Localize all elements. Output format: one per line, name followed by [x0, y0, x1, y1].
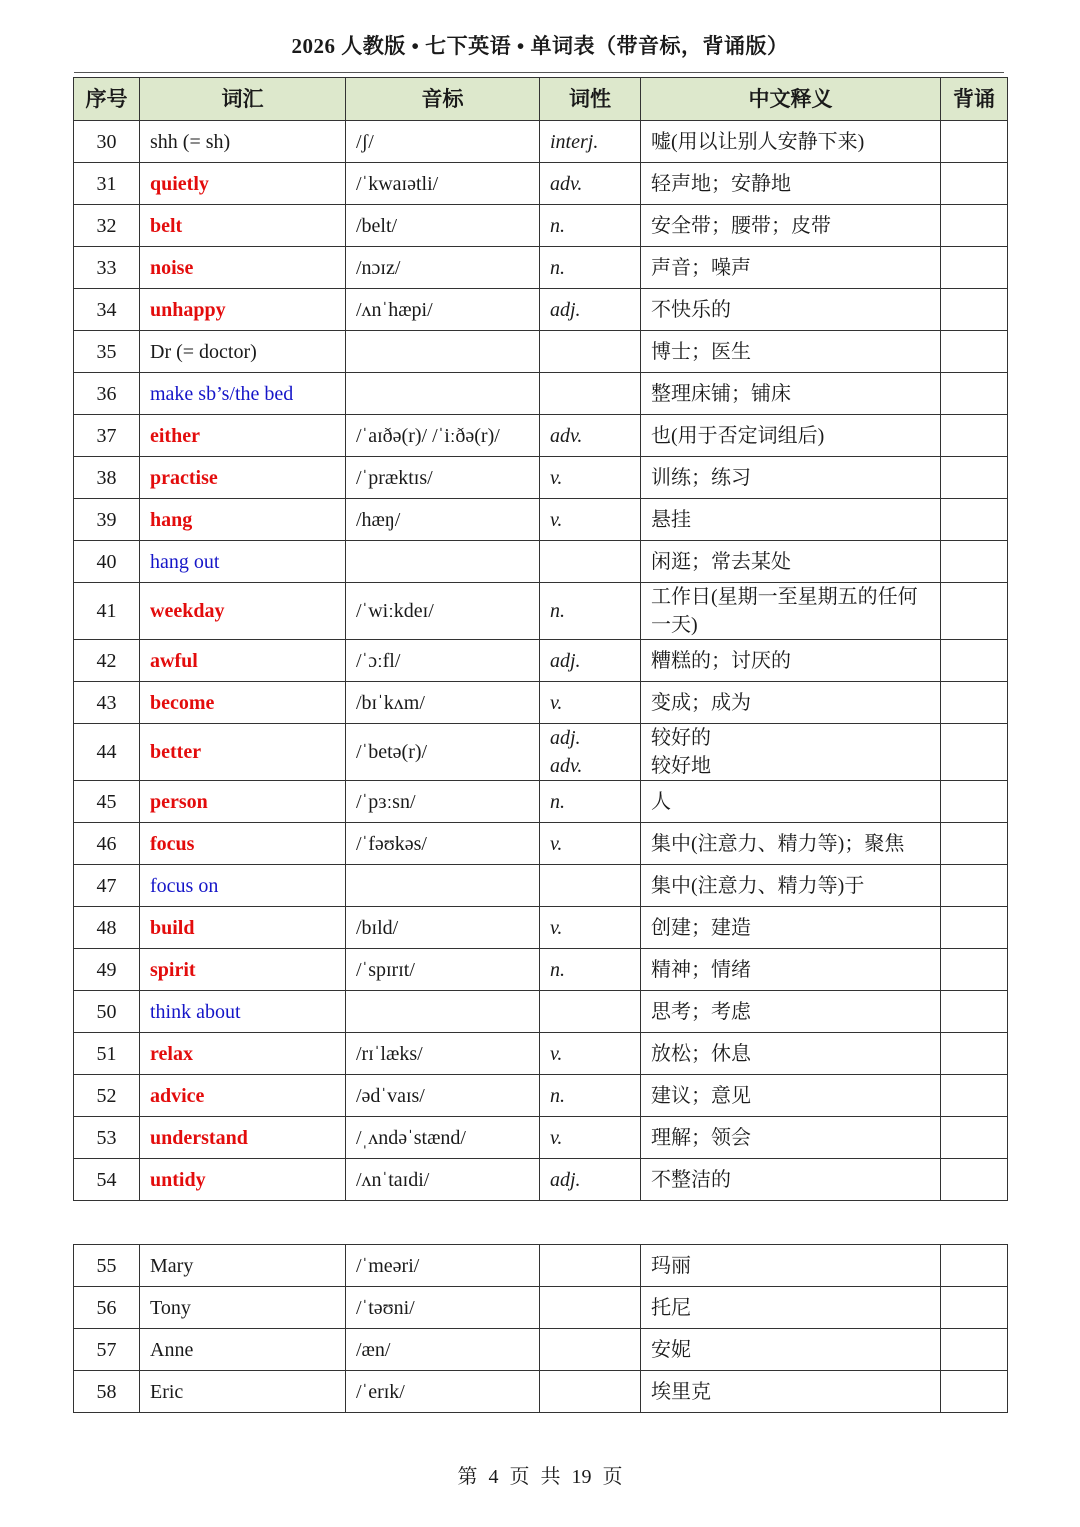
row-recite-cell	[941, 865, 1008, 907]
table-row	[74, 949, 1008, 991]
table-row	[74, 781, 1008, 823]
row-part-of-speech	[540, 373, 641, 415]
table-row	[74, 682, 1008, 724]
row-phonetic: /ˈbetə(r)/	[346, 724, 540, 781]
row-recite-cell	[941, 991, 1008, 1033]
row-number: 30	[74, 121, 140, 163]
row-number: 46	[74, 823, 140, 865]
row-part-of-speech	[540, 865, 641, 907]
row-meaning: 思考；考虑	[641, 991, 941, 1033]
row-number: 48	[74, 907, 140, 949]
table-row	[74, 457, 1008, 499]
table-row	[74, 991, 1008, 1033]
row-word: noise	[140, 247, 346, 289]
table-row	[74, 1287, 1008, 1329]
row-phonetic: /ˈspɪrɪt/	[346, 949, 540, 991]
row-recite-cell	[941, 907, 1008, 949]
row-recite-cell	[941, 1287, 1008, 1329]
row-part-of-speech: n.	[540, 583, 641, 640]
row-phonetic: /bɪld/	[346, 907, 540, 949]
row-meaning: 安妮	[641, 1329, 941, 1371]
row-recite-cell	[941, 205, 1008, 247]
table-row	[74, 373, 1008, 415]
row-recite-cell	[941, 289, 1008, 331]
row-number: 58	[74, 1371, 140, 1413]
row-number: 31	[74, 163, 140, 205]
table-row	[74, 163, 1008, 205]
row-part-of-speech: v.	[540, 907, 641, 949]
row-word: untidy	[140, 1159, 346, 1201]
row-word: quietly	[140, 163, 346, 205]
names-table	[73, 1244, 1008, 1413]
row-recite-cell	[941, 331, 1008, 373]
row-number: 39	[74, 499, 140, 541]
header-word: 词汇	[140, 78, 346, 121]
row-word: focus on	[140, 865, 346, 907]
row-word: person	[140, 781, 346, 823]
row-recite-cell	[941, 1117, 1008, 1159]
header-number: 序号	[74, 78, 140, 121]
row-part-of-speech: adj.	[540, 289, 641, 331]
row-word: Tony	[140, 1287, 346, 1329]
row-phonetic: /belt/	[346, 205, 540, 247]
row-meaning: 较好的 较好地	[641, 724, 941, 781]
row-word: advice	[140, 1075, 346, 1117]
row-word: belt	[140, 205, 346, 247]
row-phonetic: /æn/	[346, 1329, 540, 1371]
row-phonetic	[346, 331, 540, 373]
row-meaning: 安全带；腰带；皮带	[641, 205, 941, 247]
row-part-of-speech	[540, 1371, 641, 1413]
row-number: 43	[74, 682, 140, 724]
vocabulary-table	[73, 77, 1008, 1201]
row-number: 44	[74, 724, 140, 781]
row-meaning: 埃里克	[641, 1371, 941, 1413]
row-phonetic: /ʌnˈhæpi/	[346, 289, 540, 331]
row-meaning: 闲逛；常去某处	[641, 541, 941, 583]
row-word: awful	[140, 640, 346, 682]
row-word: relax	[140, 1033, 346, 1075]
row-number: 33	[74, 247, 140, 289]
row-recite-cell	[941, 457, 1008, 499]
row-word: spirit	[140, 949, 346, 991]
row-part-of-speech: n.	[540, 247, 641, 289]
table-row	[74, 583, 1008, 640]
row-phonetic: /ˈwiːkdeɪ/	[346, 583, 540, 640]
row-word: Eric	[140, 1371, 346, 1413]
row-word: focus	[140, 823, 346, 865]
row-meaning: 嘘(用以让别人安静下来)	[641, 121, 941, 163]
row-phonetic: /ˈpræktɪs/	[346, 457, 540, 499]
row-recite-cell	[941, 373, 1008, 415]
row-meaning: 人	[641, 781, 941, 823]
row-meaning: 创建；建造	[641, 907, 941, 949]
row-word: become	[140, 682, 346, 724]
header-recite: 背诵	[941, 78, 1008, 121]
table-row	[74, 865, 1008, 907]
row-number: 47	[74, 865, 140, 907]
row-word: unhappy	[140, 289, 346, 331]
table-row	[74, 1371, 1008, 1413]
row-number: 52	[74, 1075, 140, 1117]
row-recite-cell	[941, 724, 1008, 781]
row-number: 41	[74, 583, 140, 640]
row-part-of-speech: n.	[540, 205, 641, 247]
row-meaning: 悬挂	[641, 499, 941, 541]
row-part-of-speech: v.	[540, 682, 641, 724]
table-row	[74, 247, 1008, 289]
row-part-of-speech	[540, 1245, 641, 1287]
header-phonetic: 音标	[346, 78, 540, 121]
row-recite-cell	[941, 499, 1008, 541]
row-phonetic: /ˈaɪðə(r)/ /ˈiːðə(r)/	[346, 415, 540, 457]
row-part-of-speech: v.	[540, 1033, 641, 1075]
table-row	[74, 541, 1008, 583]
row-phonetic: /ˈkwaɪətli/	[346, 163, 540, 205]
row-recite-cell	[941, 121, 1008, 163]
row-word: understand	[140, 1117, 346, 1159]
row-phonetic: /ˈɔːfl/	[346, 640, 540, 682]
row-phonetic: /ˌʌndəˈstænd/	[346, 1117, 540, 1159]
row-word: hang	[140, 499, 346, 541]
row-number: 57	[74, 1329, 140, 1371]
row-part-of-speech: adv.	[540, 415, 641, 457]
row-meaning: 变成；成为	[641, 682, 941, 724]
row-part-of-speech: v.	[540, 457, 641, 499]
row-word: either	[140, 415, 346, 457]
row-meaning: 精神；情绪	[641, 949, 941, 991]
row-recite-cell	[941, 823, 1008, 865]
vocabulary-table-body	[74, 121, 1008, 1201]
row-phonetic: /ˈtəʊni/	[346, 1287, 540, 1329]
row-recite-cell	[941, 781, 1008, 823]
table-row	[74, 415, 1008, 457]
row-word: Dr (= doctor)	[140, 331, 346, 373]
table-row	[74, 1329, 1008, 1371]
row-phonetic: /hæŋ/	[346, 499, 540, 541]
row-word: weekday	[140, 583, 346, 640]
table-row	[74, 907, 1008, 949]
row-meaning: 理解；领会	[641, 1117, 941, 1159]
table-row	[74, 1159, 1008, 1201]
table-row	[74, 823, 1008, 865]
row-phonetic	[346, 865, 540, 907]
row-meaning: 声音；噪声	[641, 247, 941, 289]
row-number: 37	[74, 415, 140, 457]
row-part-of-speech	[540, 991, 641, 1033]
row-word: Mary	[140, 1245, 346, 1287]
table-row	[74, 640, 1008, 682]
row-recite-cell	[941, 163, 1008, 205]
table-row	[74, 724, 1008, 781]
row-phonetic: /nɔɪz/	[346, 247, 540, 289]
row-phonetic: /ˈfəʊkəs/	[346, 823, 540, 865]
row-recite-cell	[941, 1075, 1008, 1117]
table-row	[74, 499, 1008, 541]
row-meaning: 不快乐的	[641, 289, 941, 331]
table-row	[74, 205, 1008, 247]
row-word: better	[140, 724, 346, 781]
row-part-of-speech: adj.	[540, 1159, 641, 1201]
row-number: 54	[74, 1159, 140, 1201]
row-number: 55	[74, 1245, 140, 1287]
row-number: 45	[74, 781, 140, 823]
row-meaning: 托尼	[641, 1287, 941, 1329]
row-meaning: 集中(注意力、精力等)；聚焦	[641, 823, 941, 865]
row-number: 51	[74, 1033, 140, 1075]
row-phonetic: /ədˈvaɪs/	[346, 1075, 540, 1117]
header-part-of-speech: 词性	[540, 78, 641, 121]
row-meaning: 训练；练习	[641, 457, 941, 499]
row-meaning: 不整洁的	[641, 1159, 941, 1201]
row-recite-cell	[941, 247, 1008, 289]
row-number: 53	[74, 1117, 140, 1159]
row-meaning: 建议；意见	[641, 1075, 941, 1117]
row-meaning: 博士；医生	[641, 331, 941, 373]
row-number: 34	[74, 289, 140, 331]
row-word: think about	[140, 991, 346, 1033]
row-meaning: 工作日(星期一至星期五的任何一天)	[641, 583, 941, 640]
row-recite-cell	[941, 640, 1008, 682]
row-part-of-speech: v.	[540, 499, 641, 541]
table-row	[74, 1033, 1008, 1075]
table-row	[74, 1075, 1008, 1117]
row-meaning: 轻声地；安静地	[641, 163, 941, 205]
row-part-of-speech: v.	[540, 823, 641, 865]
row-part-of-speech: n.	[540, 1075, 641, 1117]
row-recite-cell	[941, 682, 1008, 724]
row-part-of-speech: n.	[540, 781, 641, 823]
row-number: 32	[74, 205, 140, 247]
row-word: Anne	[140, 1329, 346, 1371]
row-meaning: 糟糕的；讨厌的	[641, 640, 941, 682]
row-number: 56	[74, 1287, 140, 1329]
row-part-of-speech: adj.	[540, 640, 641, 682]
table-row	[74, 1245, 1008, 1287]
row-phonetic: /ʃ/	[346, 121, 540, 163]
row-meaning: 放松；休息	[641, 1033, 941, 1075]
row-number: 40	[74, 541, 140, 583]
row-word: practise	[140, 457, 346, 499]
row-part-of-speech: adv.	[540, 163, 641, 205]
row-part-of-speech: n.	[540, 949, 641, 991]
table-row	[74, 289, 1008, 331]
table-row	[74, 121, 1008, 163]
row-part-of-speech	[540, 541, 641, 583]
row-meaning: 集中(注意力、精力等)于	[641, 865, 941, 907]
row-phonetic: /ʌnˈtaɪdi/	[346, 1159, 540, 1201]
row-number: 50	[74, 991, 140, 1033]
row-part-of-speech	[540, 1287, 641, 1329]
row-phonetic: /ˈmeəri/	[346, 1245, 540, 1287]
row-recite-cell	[941, 1245, 1008, 1287]
row-recite-cell	[941, 1371, 1008, 1413]
row-number: 42	[74, 640, 140, 682]
row-number: 38	[74, 457, 140, 499]
row-part-of-speech: v.	[540, 1117, 641, 1159]
row-number: 49	[74, 949, 140, 991]
row-phonetic: /ˈerɪk/	[346, 1371, 540, 1413]
names-table-body	[74, 1245, 1008, 1413]
row-recite-cell	[941, 1329, 1008, 1371]
row-phonetic: /ˈpɜːsn/	[346, 781, 540, 823]
table-row	[74, 331, 1008, 373]
row-phonetic: /rɪˈlæks/	[346, 1033, 540, 1075]
row-phonetic	[346, 991, 540, 1033]
page-title: 2026 人教版 • 七下英语 • 单词表（带音标，背诵版）	[291, 34, 789, 58]
row-meaning: 整理床铺；铺床	[641, 373, 941, 415]
row-meaning: 玛丽	[641, 1245, 941, 1287]
row-phonetic: /bɪˈkʌm/	[346, 682, 540, 724]
row-phonetic	[346, 541, 540, 583]
row-word: make sb’s/the bed	[140, 373, 346, 415]
row-part-of-speech	[540, 1329, 641, 1371]
row-meaning: 也(用于否定词组后)	[641, 415, 941, 457]
row-part-of-speech	[540, 331, 641, 373]
row-recite-cell	[941, 541, 1008, 583]
row-part-of-speech: interj.	[540, 121, 641, 163]
table-row	[74, 1117, 1008, 1159]
row-recite-cell	[941, 949, 1008, 991]
row-number: 35	[74, 331, 140, 373]
header-meaning: 中文释义	[641, 78, 941, 121]
row-recite-cell	[941, 415, 1008, 457]
row-phonetic	[346, 373, 540, 415]
table-header-row	[74, 78, 1008, 121]
row-word: build	[140, 907, 346, 949]
row-word: shh (= sh)	[140, 121, 346, 163]
row-part-of-speech: adj. adv.	[540, 724, 641, 781]
title-divider	[74, 72, 1004, 73]
row-recite-cell	[941, 1033, 1008, 1075]
row-number: 36	[74, 373, 140, 415]
row-word: hang out	[140, 541, 346, 583]
row-recite-cell	[941, 1159, 1008, 1201]
page-footer: 第 4 页 共 19 页	[457, 1466, 623, 1488]
row-recite-cell	[941, 583, 1008, 640]
